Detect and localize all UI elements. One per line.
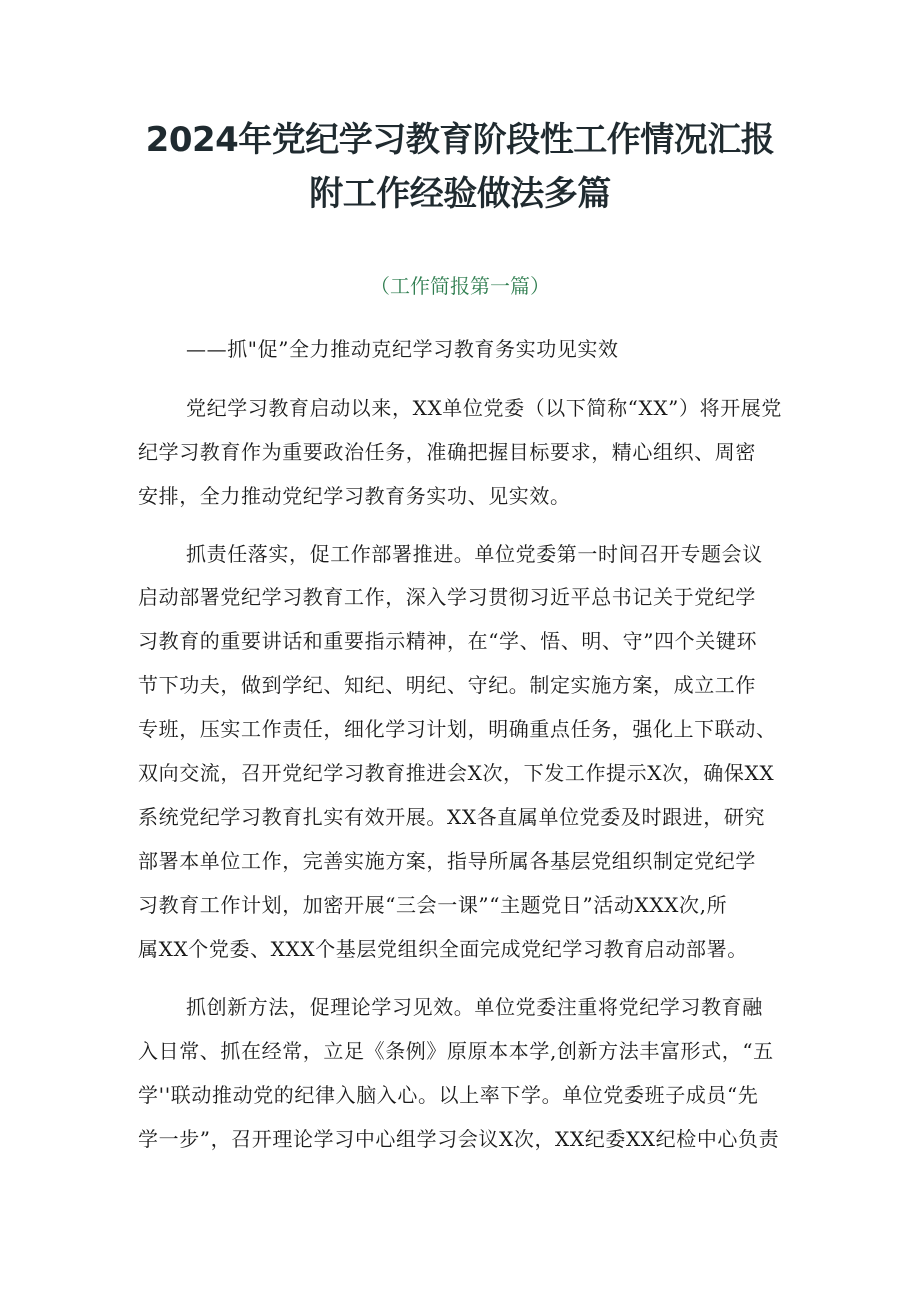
paragraph-line: 学''联动推动党的纪律入脑入心。以上率下学。单位党委班子成员“先 [138,1083,759,1107]
paragraph-line: 习教育工作计划，加密开展“三会一课”“主题党日”活动XXX次,所 [138,893,728,917]
document-title-line-1: 2024年党纪学习教育阶段性工作情况汇报 [145,120,775,160]
paragraph-line: 系统党纪学习教育扎实有效开展。XX各直属单位党委及时跟进，研究 [138,805,766,829]
paragraph-line: 入日常、抓在经常，立足《条例》原原本本学,创新方法丰富形式，“五 [138,1039,774,1063]
paragraph-line: 启动部署党纪学习教育工作，深入学习贯彻习近平总书记关于党纪学 [138,585,756,609]
document-title-line-2: 附工作经验做法多篇 [309,174,611,214]
paragraph-line: 习教育的重要讲话和重要指示精神，在“学、悟、明、守”四个关键环 [138,629,758,653]
paragraph-line: 安排，全力推动党纪学习教育务实功、见实效。 [138,484,571,508]
section-label: （工作简报第一篇） [370,274,550,298]
paragraph-line: 双向交流，召开党纪学习教育推进会X次，下发工作提示X次，确保XX [138,761,775,785]
paragraph-line: 党纪学习教育启动以来，XX单位党委（以下简称“XX”）将开展党 [186,396,783,420]
paragraph-line: 学一步”，召开理论学习中心组学习会议X次，XX纪委XX纪检中心负责 [138,1127,780,1151]
headline: ——抓"促”全力推动克纪学习教育务实功见实效 [186,337,619,361]
paragraph-line: 部署本单位工作，完善实施方案，指导所属各基层党组织制定党纪学 [138,849,756,873]
paragraph-line: 属XX个党委、XXX个基层党组织全面完成党纪学习教育启动部署。 [138,937,748,961]
paragraph-line: 专班，压实工作责任，细化学习计划，明确重点任务，强化上下联动、 [138,717,777,741]
paragraph-line: 抓责任落实，促工作部署推进。单位党委第一时间召开专题会议 [186,542,763,566]
paragraph-line: 纪学习教育作为重要政治任务，准确把握目标要求，精心组织、周密 [138,440,756,464]
paragraph-line: 节下功夫，做到学纪、知纪、明纪、守纪。制定实施方案，成立工作 [138,673,756,697]
paragraph-line: 抓创新方法，促理论学习见效。单位党委注重将党纪学习教育融 [186,995,763,1019]
